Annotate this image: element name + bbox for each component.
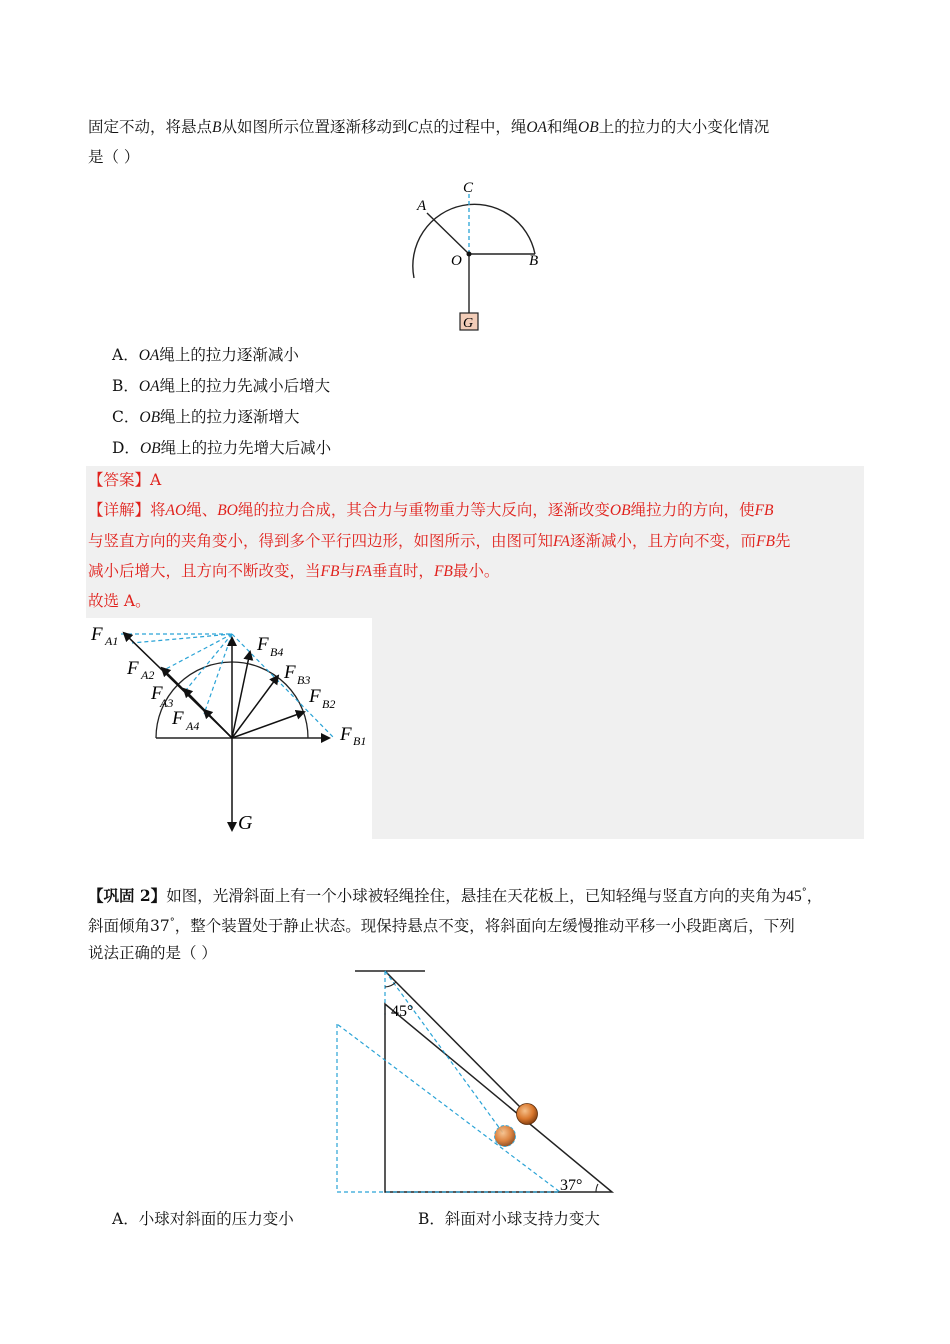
q2-tag: 【巩固 2】: [88, 886, 167, 906]
option-letter: B．: [112, 377, 139, 395]
label-fa4: F: [172, 708, 184, 729]
q1-option-d[interactable]: [112, 437, 331, 460]
var-oa: OA: [526, 119, 548, 136]
option-text: 绳上的拉力逐渐增大: [160, 408, 300, 426]
label-fa1: F: [91, 624, 103, 645]
degree-symbol: °: [169, 917, 175, 928]
label-fb4-sub: B4: [270, 645, 284, 659]
answer-tag: 【答案】: [88, 471, 151, 489]
detail-var: FB: [320, 563, 340, 580]
q1-stem-line2: 是（ ）: [88, 148, 140, 166]
q2-stem-line2: [88, 912, 795, 937]
force-arrow-fa4: [204, 710, 232, 738]
stem-text: 上的拉力的大小变化情况: [598, 118, 770, 136]
q2-stem-line1: [88, 882, 822, 908]
force-arrow-fb2: [232, 712, 304, 738]
detail-var: OB: [609, 502, 631, 519]
degree-symbol: °: [801, 887, 807, 898]
option-var: OB: [139, 440, 161, 457]
incline-original: [385, 1004, 612, 1192]
label-fb3: F: [284, 662, 296, 683]
stem-text: 点的过程中，绳: [417, 118, 527, 136]
detail-var: FA: [354, 563, 372, 580]
stem-text: 固定不动，将悬点: [88, 118, 213, 136]
label-fb2-sub: B2: [322, 697, 336, 711]
q1-option-a[interactable]: [112, 344, 299, 367]
detail-text: 绳拉力的方向，使: [630, 501, 755, 519]
detail-var: FB: [433, 563, 453, 580]
label-fa3: F: [151, 683, 163, 704]
detail-tag: 【详解】: [88, 501, 151, 519]
stem-text: 和绳: [547, 118, 579, 136]
label-fb2: F: [309, 686, 321, 707]
q1-label-b: B: [529, 253, 539, 269]
label-fb3-sub: B3: [297, 673, 311, 687]
answer-line: [88, 469, 161, 491]
label-fb1: F: [340, 724, 352, 745]
detail-line1: [88, 499, 774, 522]
label-fa2-sub: A2: [141, 668, 155, 682]
detail-text: 绳、: [186, 501, 218, 519]
stem-text: 如图，光滑斜面上有一个小球被轻绳拴住，悬挂在天花板上，已知轻绳与竖直方向的夹角为: [166, 887, 787, 906]
option-letter: D．: [112, 439, 140, 457]
option-text: 小球对斜面的压力变小: [138, 1210, 294, 1228]
option-text: 绳上的拉力先增大后减小: [160, 439, 332, 457]
q1-label-o: O: [451, 253, 462, 269]
label-fb1-sub: B1: [353, 734, 367, 748]
option-var: OA: [138, 378, 160, 395]
q1-option-c[interactable]: [112, 406, 300, 429]
angle-value: 37: [150, 917, 170, 936]
answer-figure-background: [372, 618, 864, 839]
q1-label-c: C: [463, 180, 474, 196]
detail-var: AO: [165, 502, 187, 519]
option-var: OA: [138, 347, 160, 364]
q1-option-b[interactable]: [112, 375, 330, 398]
detail-text: 先: [774, 532, 791, 550]
q1-label-g: G: [463, 316, 474, 331]
label-fa2: F: [127, 658, 139, 679]
rope-original: [385, 971, 525, 1112]
option-letter: B．: [418, 1210, 445, 1228]
option-text: 斜面对小球支持力变大: [444, 1210, 600, 1228]
stem-text: 斜面倾角: [88, 917, 151, 936]
rope-shifted: [385, 971, 503, 1133]
detail-text: 逐渐减小，且方向不变，而: [569, 532, 756, 550]
detail-var: BO: [217, 502, 238, 519]
detail-text: 最小。: [452, 562, 500, 580]
detail-text: 将: [150, 501, 166, 519]
q1-figure: [400, 175, 560, 335]
detail-text: 绳的拉力合成，其合力与重物重力等大反向，逐渐改变: [237, 501, 610, 519]
option-letter: A．: [112, 346, 139, 364]
angle-value: 45: [786, 888, 802, 906]
q2-option-a[interactable]: [112, 1208, 294, 1230]
stem-text: ，整个装置处于静止状态。现保持悬点不变，将斜面向左缓慢推动平移一小段距离后，下列: [174, 917, 795, 936]
label-g: G: [238, 812, 253, 834]
stem-text: ，: [806, 887, 823, 906]
detail-text: 与: [339, 562, 355, 580]
var-c: C: [407, 119, 418, 136]
stem-text: 从如图所示位置逐渐移动到: [221, 118, 408, 136]
detail-text: 减小后增大，且方向不断改变，当: [88, 562, 321, 580]
option-letter: C．: [112, 408, 140, 426]
q1-rope-oa: [427, 213, 469, 254]
label-fa3-sub: A3: [160, 696, 174, 710]
ball-shifted: [495, 1126, 516, 1147]
angle-arc-37: [596, 1184, 598, 1192]
q1-label-a: A: [417, 198, 427, 214]
var-ob: OB: [578, 119, 599, 136]
detail-var: FB: [755, 533, 775, 550]
option-letter: A．: [112, 1210, 139, 1228]
option-text: 绳上的拉力逐渐减小: [159, 346, 299, 364]
q2-figure: [330, 965, 620, 1200]
detail-var: FB: [754, 502, 774, 519]
label-fb4: F: [257, 634, 269, 655]
dash-line: [204, 634, 232, 714]
answer-value: A: [150, 471, 162, 489]
detail-text: 垂直时，: [371, 562, 434, 580]
label-angle-37: 37°: [560, 1177, 583, 1194]
q1-arc: [413, 204, 535, 278]
label-fa1-sub: A1: [105, 634, 119, 648]
label-fa4-sub: A4: [186, 719, 200, 733]
label-angle-45: 45°: [391, 1003, 414, 1020]
detail-line3: [88, 560, 499, 583]
detail-conclusion: 故选 A。: [88, 592, 151, 610]
q1-stem-line1: [88, 116, 769, 139]
force-diagram: [86, 618, 373, 839]
detail-var: FA: [553, 533, 570, 550]
detail-line2: [88, 530, 790, 553]
option-text: 绳上的拉力先减小后增大: [159, 377, 331, 395]
q2-stem-line3: 说法正确的是（ ）: [88, 944, 217, 962]
option-var: OB: [139, 409, 161, 426]
q2-option-b[interactable]: [418, 1208, 600, 1230]
var-b: B: [212, 119, 222, 136]
q1-point-o: [467, 252, 472, 257]
ball-original: [517, 1104, 538, 1125]
detail-text: 与竖直方向的夹角变小，得到多个平行四边形，如图所示，由图可知: [88, 532, 554, 550]
